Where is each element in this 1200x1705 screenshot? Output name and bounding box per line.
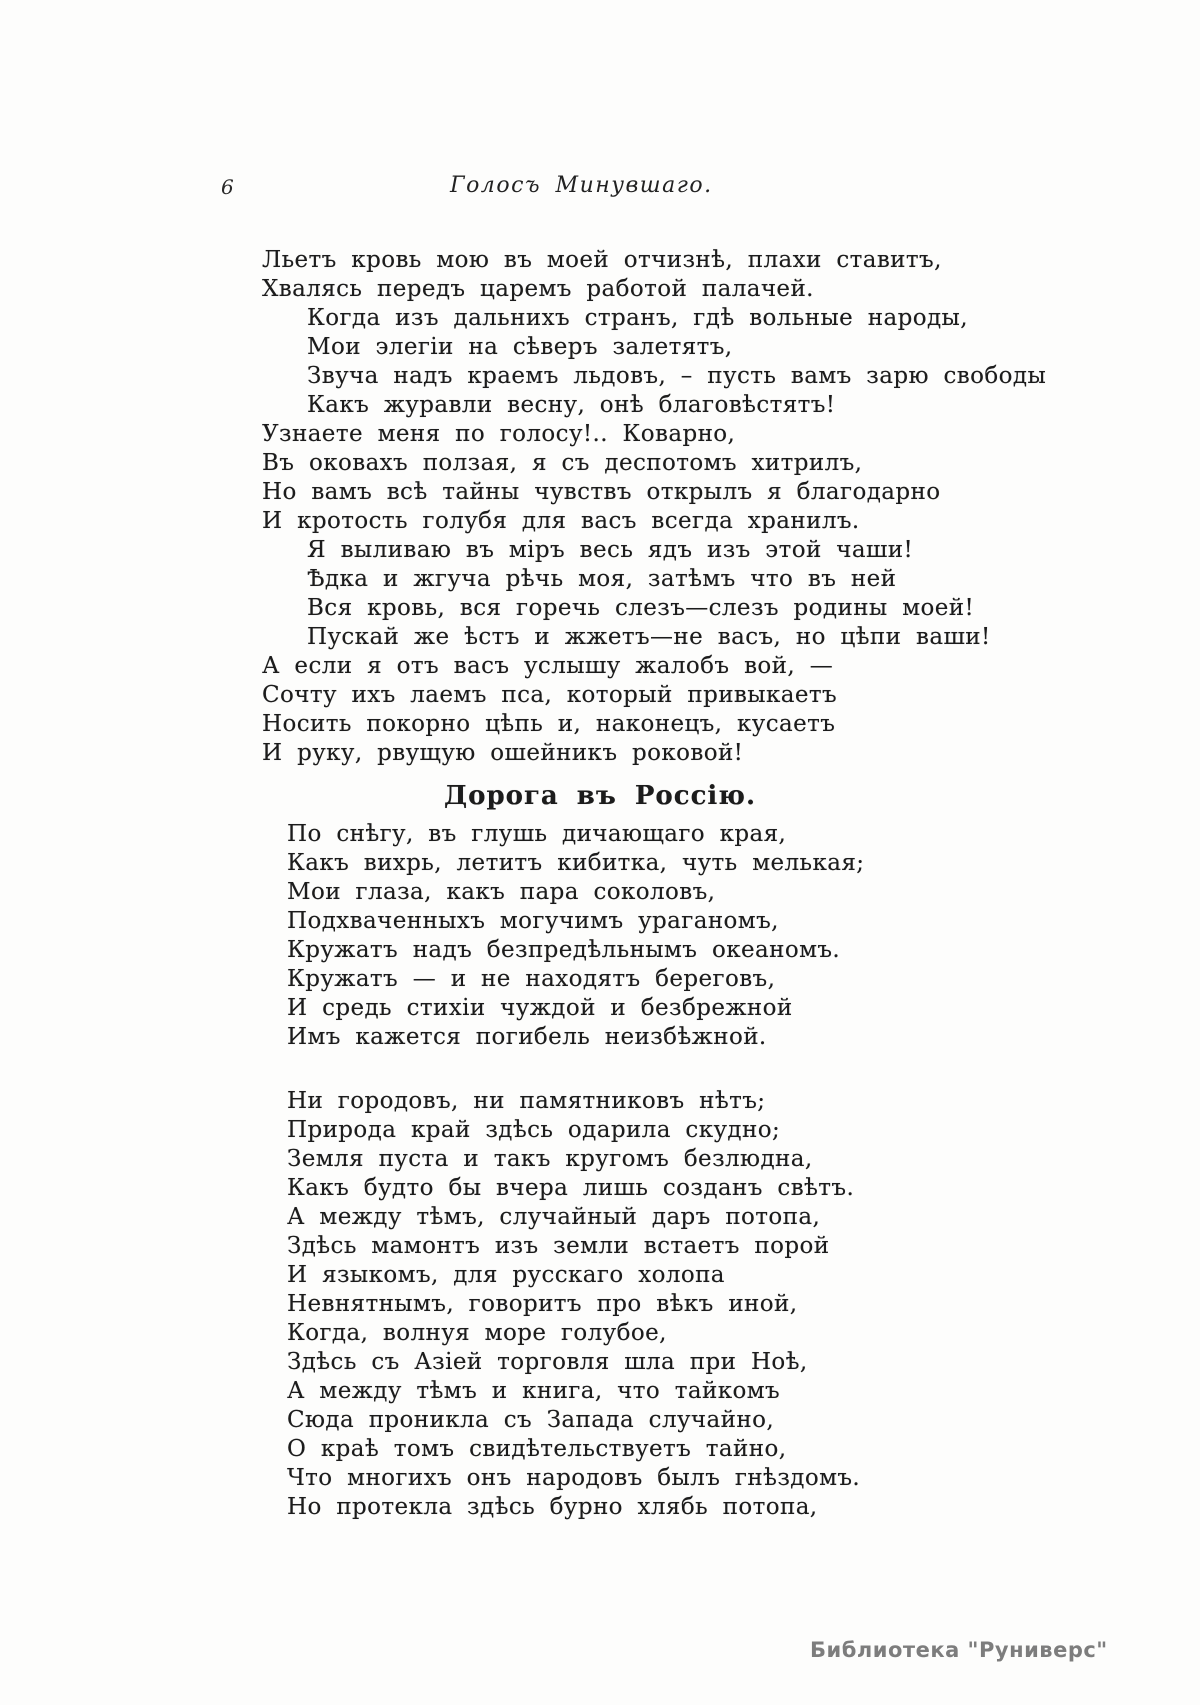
poem-line: А если я отъ васъ услышу жалобъ вой, — — [262, 653, 834, 679]
poem-line: Что многихъ онъ народовъ былъ гнѣздомъ. — [287, 1465, 861, 1491]
page-number: 6 — [221, 175, 234, 199]
poem-line: Мои глаза, какъ пара соколовъ, — [287, 879, 716, 905]
poem-line: И средь стихіи чуждой и безбрежной — [287, 995, 793, 1021]
poem-line: Но вамъ всѣ тайны чувствъ открылъ я благодарно — [262, 479, 941, 505]
poem-line: А между тѣмъ, случайный даръ потопа, — [287, 1204, 821, 1230]
poem-line: Я выливаю въ міръ весь ядъ изъ этой чаши! — [307, 537, 914, 563]
poem-line: Сюда проникла съ Запада случайно, — [287, 1407, 775, 1433]
poem-line: Здѣсь мамонтъ изъ земли встаетъ порой — [287, 1233, 830, 1259]
poem-line: Подхваченныхъ могучимъ ураганомъ, — [287, 908, 779, 934]
poem-line: Пускай же ѣстъ и жжетъ—не васъ, но цѣпи ваши! — [307, 624, 991, 650]
poem-line: Здѣсь съ Азіей торговля шла при Ноѣ, — [287, 1349, 808, 1375]
poem-line: Ни городовъ, ни памятниковъ нѣтъ; — [287, 1088, 766, 1114]
poem-line: Природа край здѣсь одарила скудно; — [287, 1117, 781, 1143]
poem-second-stanza-2 — [287, 1087, 860, 1522]
poem-line: Звуча надъ краемъ льдовъ, – пусть вамъ зарю свободы — [307, 363, 1047, 389]
poem-line: Земля пуста и такъ кругомъ безлюдна, — [287, 1146, 813, 1172]
library-watermark: Библиотека "Руниверс" — [810, 1638, 1108, 1662]
running-title: Голосъ Минувшаго. — [450, 173, 713, 198]
poem-line: Мои элегіи на сѣверъ залетятъ, — [307, 334, 733, 360]
poem-line: Какъ вихрь, летитъ кибитка, чуть мелькая; — [287, 850, 865, 876]
poem-line: Какъ журавли весну, онѣ благовѣстятъ! — [307, 392, 836, 418]
poem-line: Невнятнымъ, говоритъ про вѣкъ иной, — [287, 1291, 798, 1317]
poem-line: Льетъ кровь мою въ моей отчизнѣ, плахи ставитъ, — [262, 247, 942, 273]
poem-line: Когда изъ дальнихъ странъ, гдѣ вольные народы, — [307, 305, 968, 331]
poem-line: Хвалясь передъ царемъ работой палачей. — [262, 276, 814, 302]
poem-line: Имъ кажется погибель неизбѣжной. — [287, 1024, 767, 1050]
poem-line: И кротость голубя для васъ всегда хранилъ. — [262, 508, 860, 534]
poem-second-stanza-1 — [287, 820, 864, 1052]
poem-line: Кружатъ надъ безпредѣльнымъ океаномъ. — [287, 937, 841, 963]
poem-line: Въ оковахъ ползая, я съ деспотомъ хитрилъ, — [262, 450, 863, 476]
poem-line: Вся кровь, вся горечь слезъ—слезъ родины моей! — [307, 595, 975, 621]
poem-line: О краѣ томъ свидѣтельствуетъ тайно, — [287, 1436, 787, 1462]
poem-line: Узнаете меня по голосу!.. Коварно, — [262, 421, 736, 447]
poem-line: Кружатъ — и не находятъ береговъ, — [287, 966, 776, 992]
poem-line: Носить покорно цѣпь и, наконецъ, кусаетъ — [262, 711, 836, 737]
poem-line: А между тѣмъ и книга, что тайкомъ — [287, 1378, 781, 1404]
poem-line: Но протекла здѣсь бурно хлябь потопа, — [287, 1494, 818, 1520]
poem-line: И руку, рвущую ошейникъ роковой! — [262, 740, 744, 766]
poem-line: Когда, волнуя море голубое, — [287, 1320, 667, 1346]
poem-line: Ѣдка и жгуча рѣчь моя, затѣмъ что въ ней — [307, 566, 897, 592]
poem-line: Какъ будто бы вчера лишь созданъ свѣтъ. — [287, 1175, 855, 1201]
poem-line: Сочту ихъ лаемъ пса, который привыкаетъ — [262, 682, 838, 708]
poem-title: Дорога въ Россію. — [443, 781, 757, 811]
poem-line: И языкомъ, для русскаго холопа — [287, 1262, 725, 1288]
poem-line: По снѣгу, въ глушь дичающаго края, — [287, 821, 787, 847]
poem-first-continuation — [262, 246, 1046, 768]
